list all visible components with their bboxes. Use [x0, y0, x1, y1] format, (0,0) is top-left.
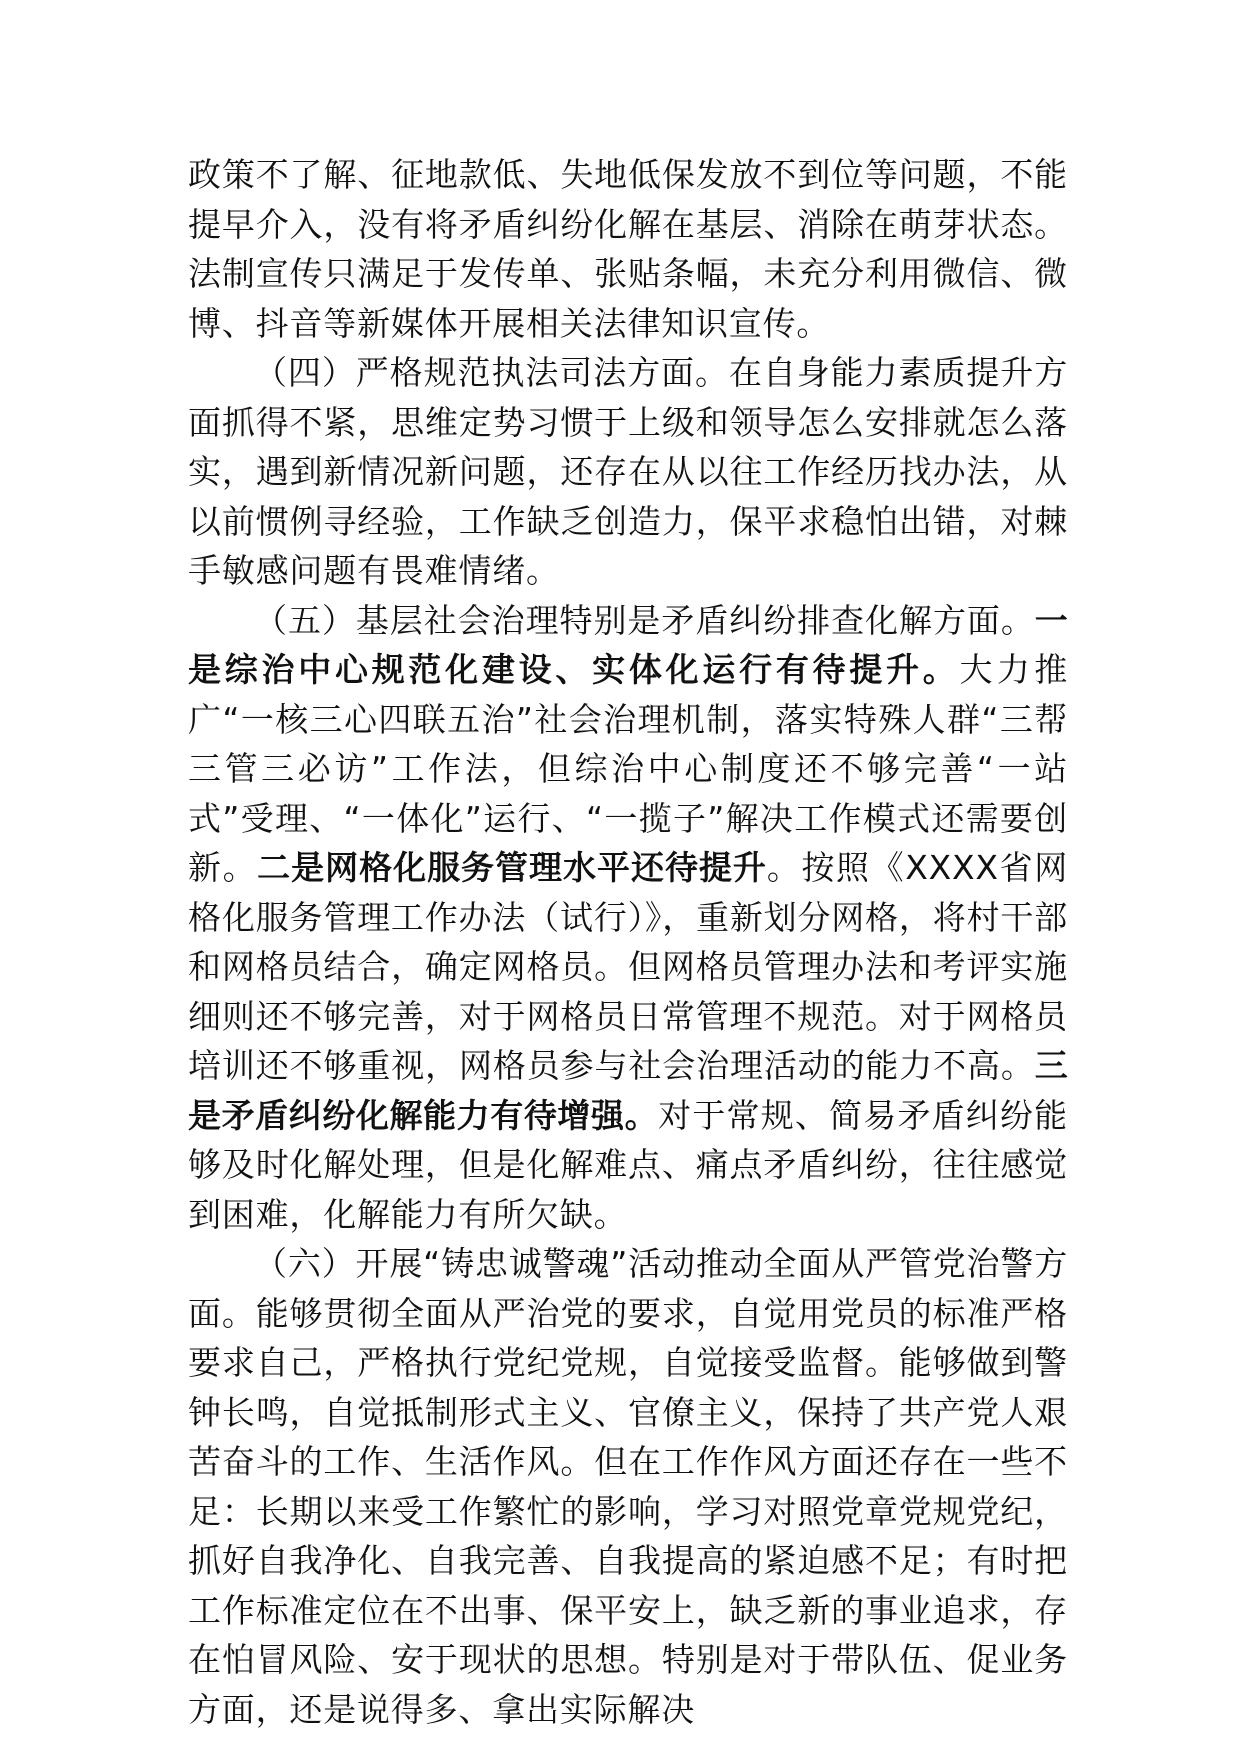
point-two-text: 。按照《XXXX省网格化服务管理工作办法（试行）》，重新划分网格，将村干部和网格员结合，确定网格员。但网格员管理办法和考评实施细则还不够完善，对于网格员日常管理不规范。对于网格员培训还不够重视，网格员参与社会治理活动的能力不高。 — [188, 848, 1069, 1085]
section-five-heading: （五）基层社会治理特别是矛盾纠纷排查化解方面。 — [254, 600, 1035, 640]
document-page — [188, 150, 1068, 1734]
section-six-text: （六）开展“铸忠诚警魂”活动推动全面从严管党治警方面。能够贯彻全面从严治党的要求，自觉用党员的标准严格要求自己，严格执行党纪党规，自觉接受监督。能够做到警钟长鸣，自觉抵制形式主义、官僚主义，保持了共产党人艰苦奋斗的工作、生活作风。但在工作作风方面还存在一些不足：长期以来受工作繁忙的影响，学习对照党章党规党纪，抓好自我净化、自我完善、自我提高的紧迫感不足；有时把工作标准定位在不出事、保平安上，缺乏新的事业追求，存在怕冒风险、安于现状的思想。特别是对于带队伍、促业务方面，还是说得多、拿出实际解决 — [188, 1244, 1068, 1729]
point-one-text: 大力推广“一核三心四联五治”社会治理机制，落实特殊人群“三帮三管三必访”工作法，但综治中心制度还不够完善“一站式”受理、“一体化”运行、“一揽子”解决工作模式还需要创新。 — [188, 650, 1068, 887]
point-two-heading: 二是网格化服务管理水平还待提升 — [257, 848, 767, 887]
paragraph-1 — [188, 150, 1068, 348]
section-four-text: （四）严格规范执法司法方面。在自身能力素质提升方面抓得不紧，思维定势习惯于上级和领导怎么安排就怎么落实，遇到新情况新问题，还存在从以往工作经历找办法，从以前惯例寻经验，工作缺乏创造力，保平求稳怕出错，对棘手敏感问题有畏难情绪。 — [188, 353, 1068, 590]
paragraph-section-four — [188, 348, 1068, 596]
paragraph-section-five — [188, 596, 1068, 1240]
paragraph-1-text: 政策不了解、征地款低、失地低保发放不到位等问题，不能提早介入，没有将矛盾纠纷化解在基层、消除在萌芽状态。法制宣传只满足于发传单、张贴条幅，未充分利用微信、微博、抖音等新媒体开展相关法律知识宣传。 — [188, 155, 1068, 343]
point-three-heading: 三是矛盾纠纷化解能力有待增强。 — [188, 1046, 1068, 1135]
point-one-heading: 一是综治中心规范化建设、实体化运行有待提升。 — [188, 600, 1068, 689]
point-three-text: 对于常规、简易矛盾纠纷能够及时化解处理，但是化解难点、痛点矛盾纠纷，往往感觉到困难，化解能力有所欠缺。 — [188, 1095, 1068, 1234]
paragraph-section-six — [188, 1239, 1068, 1734]
